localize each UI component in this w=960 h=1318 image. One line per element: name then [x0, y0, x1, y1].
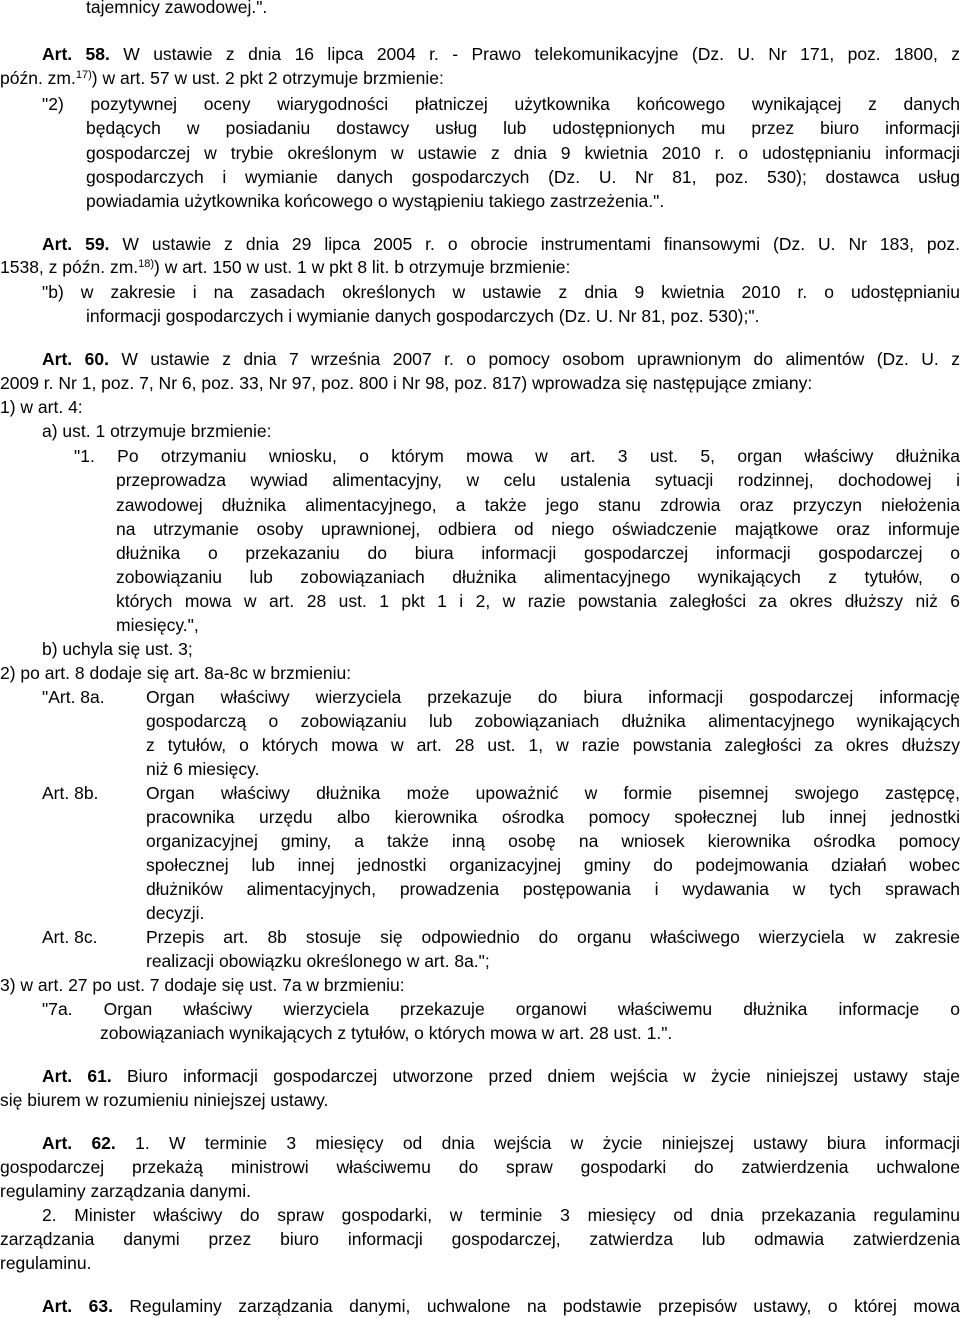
text-line: z tytułów, o których mowa w art. 28 ust. 1, w razie powstania zaległości za okres dłuższy — [146, 735, 960, 755]
article-8a-label: "Art. 8a. — [42, 687, 105, 707]
text-line: gospodarczych i wymianie danych gospodarczych (Dz. U. Nr 81, poz. 530); dostawca usług — [86, 167, 960, 187]
text-line: 1) w art. 4: — [0, 397, 83, 417]
text-line: 2) po art. 8 dodaje się art. 8a-8c w brzmieniu: — [0, 663, 352, 683]
article-number: Art. 62. — [42, 1133, 116, 1153]
text-span: W ustawie z dnia 7 września 2007 r. o pomocy osobom uprawnionym do alimentów (Dz. U. z — [108, 349, 960, 369]
text-line: dłużnika o przekazaniu do biura informacji gospodarczej informacji gospodarczej o — [116, 543, 960, 563]
text-span: późn. zm. — [0, 68, 76, 88]
article-number: Art. 58. — [42, 44, 110, 64]
text-line: miesięcy.", — [116, 615, 199, 635]
text-line: "2) pozytywnej oceny wiarygodności płatniczej użytkownika końcowego wynikającej z danych — [42, 94, 960, 114]
text-line: tajemnicy zawodowej.". — [86, 0, 268, 17]
text-line: "1. Po otrzymaniu wniosku, o którym mowa w art. 3 ust. 5, organ właściwy dłużnika — [74, 446, 960, 466]
text-line: regulaminu. — [0, 1253, 92, 1273]
text-line: 2009 r. Nr 1, poz. 7, Nr 6, poz. 33, Nr 97, poz. 800 i Nr 98, poz. 817) wprowadza się następujące zmiany: — [0, 373, 813, 393]
article-63-line — [42, 1294, 960, 1318]
text-line: zobowiązaniu lub zobowiązaniach dłużnika alimentacyjnego wynikających z tytułów, o — [116, 567, 960, 587]
text-line: a) ust. 1 otrzymuje brzmienie: — [42, 421, 272, 441]
footnote-ref: 17) — [75, 69, 92, 81]
text-line: realizacji obowiązku określonego w art. 8a."; — [146, 951, 490, 971]
text-line: decyzji. — [146, 903, 205, 923]
text-line: dłużników alimentacyjnych, prowadzenia postępowania i wydawania w tych sprawach — [146, 879, 960, 899]
text-line: informacji gospodarczych i wymianie danych gospodarczych (Dz. U. Nr 81, poz. 530);". — [86, 306, 760, 326]
article-8b-label: Art. 8b. — [42, 783, 99, 803]
text-line: społecznej lub innej jednostki organizacyjnej gminy do podejmowania działań wobec — [146, 855, 960, 875]
text-span: Biuro informacji gospodarczej utworzone przed dniem wejścia w życie niniejszej ustawy staje — [111, 1066, 960, 1086]
article-number: Art. 59. — [42, 234, 110, 254]
text-span: 1. W terminie 3 miesięcy od dnia wejścia w życie niniejszej ustawy biura informacji — [115, 1133, 960, 1153]
text-line — [0, 66, 900, 90]
article-60-line — [42, 347, 960, 371]
footnote-ref: 18) — [138, 258, 155, 270]
text-line: zawodowej dłużnika alimentacyjnego, a także jego stanu zdrowia oraz przyczyn niełożenia — [116, 495, 960, 515]
text-line: zarządzania danymi przez biuro informacji gospodarczej, zatwierdza lub odmawia zatwierdzenia — [0, 1229, 960, 1249]
text-line: będących w posiadaniu dostawcy usług lub udostępnionych mu przez biuro informacji — [86, 118, 960, 138]
text-line: pracownika urzędu albo kierownika ośrodka pomocy społecznej lub innej jednostki — [146, 807, 960, 827]
text-span: W ustawie z dnia 29 lipca 2005 r. o obrocie instrumentami finansowymi (Dz. U. Nr 183, poz. — [109, 234, 960, 254]
text-line: 3) w art. 27 po ust. 7 dodaje się ust. 7a w brzmieniu: — [0, 975, 405, 995]
text-line: gospodarczej przekażą ministrowi właściwemu do spraw gospodarki do zatwierdzenia uchwalone — [0, 1157, 960, 1177]
text-line: gospodarczej w trybie określonym w ustawie z dnia 9 kwietnia 2010 r. o udostępnianiu informacji — [86, 143, 960, 163]
article-62-line — [42, 1131, 960, 1155]
text-line: Przepis art. 8b stosuje się odpowiednio do organu właściwego wierzyciela w zakresie — [146, 927, 960, 947]
article-number: Art. 63. — [42, 1296, 113, 1316]
text-line: regulaminy zarządzania danymi. — [0, 1181, 251, 1201]
text-span: ) w art. 57 w ust. 2 pkt 2 otrzymuje brzmienie: — [91, 68, 444, 88]
article-8c-label: Art. 8c. — [42, 927, 98, 947]
text-span: Regulaminy zarządzania danymi, uchwalone na podstawie przepisów ustawy, o której mowa — [112, 1296, 960, 1316]
text-line: 2. Minister właściwy do spraw gospodarki, w terminie 3 miesięcy od dnia przekazania regulaminu — [42, 1205, 960, 1225]
text-span: 1538, z późn. zm. — [0, 257, 139, 277]
article-61-line — [42, 1064, 960, 1088]
text-line: Organ właściwy wierzyciela przekazuje do biura informacji gospodarczej informację — [146, 687, 960, 707]
text-line: b) uchyla się ust. 3; — [42, 639, 193, 659]
text-line: powiadamia użytkownika końcowego o wystąpieniu takiego zastrzeżenia.". — [86, 191, 665, 211]
article-number: Art. 61. — [42, 1066, 112, 1086]
text-line: "b) w zakresie i na zasadach określonych w ustawie z dnia 9 kwietnia 2010 r. o udostępnianiu — [42, 282, 960, 302]
text-line: Organ właściwy dłużnika może upoważnić w formie pisemnej swojego zastępcę, — [146, 783, 960, 803]
text-span: W ustawie z dnia 16 lipca 2004 r. - Prawo telekomunikacyjne (Dz. U. Nr 171, poz. 1800, z — [109, 44, 960, 64]
text-line: "7a. Organ właściwy wierzyciela przekazuje organowi właściwemu dłużnika informacje o — [42, 999, 960, 1019]
article-58-line — [42, 42, 960, 66]
text-line: przeprowadza wywiad alimentacyjny, w celu ustalenia sytuacji rodzinnej, dochodowej i — [116, 470, 960, 490]
text-line: których mowa w art. 28 ust. 1 pkt 1 i 2, w razie powstania zaległości za okres dłuższy niż 6 — [116, 591, 960, 611]
article-59-line — [42, 232, 960, 256]
text-line: na utrzymanie osoby uprawnionej, odbiera od niego oświadczenie majątkowe oraz informuje — [116, 519, 960, 539]
text-span: ) w art. 150 w ust. 1 w pkt 8 lit. b otrzymuje brzmienie: — [154, 257, 571, 277]
article-number: Art. 60. — [42, 349, 109, 369]
text-line: się biurem w rozumieniu niniejszej ustawy. — [0, 1090, 329, 1110]
text-line: organizacyjnej gminy, a także inną osobę na wniosek kierownika ośrodka pomocy — [146, 831, 960, 851]
text-line: niż 6 miesięcy. — [146, 759, 260, 779]
text-line — [0, 255, 900, 279]
text-line: gospodarczą o zobowiązaniu lub zobowiązaniach dłużnika alimentacyjnego wynikających — [146, 711, 960, 731]
text-line: zobowiązaniach wynikających z tytułów, o których mowa w art. 28 ust. 1.". — [100, 1023, 673, 1043]
